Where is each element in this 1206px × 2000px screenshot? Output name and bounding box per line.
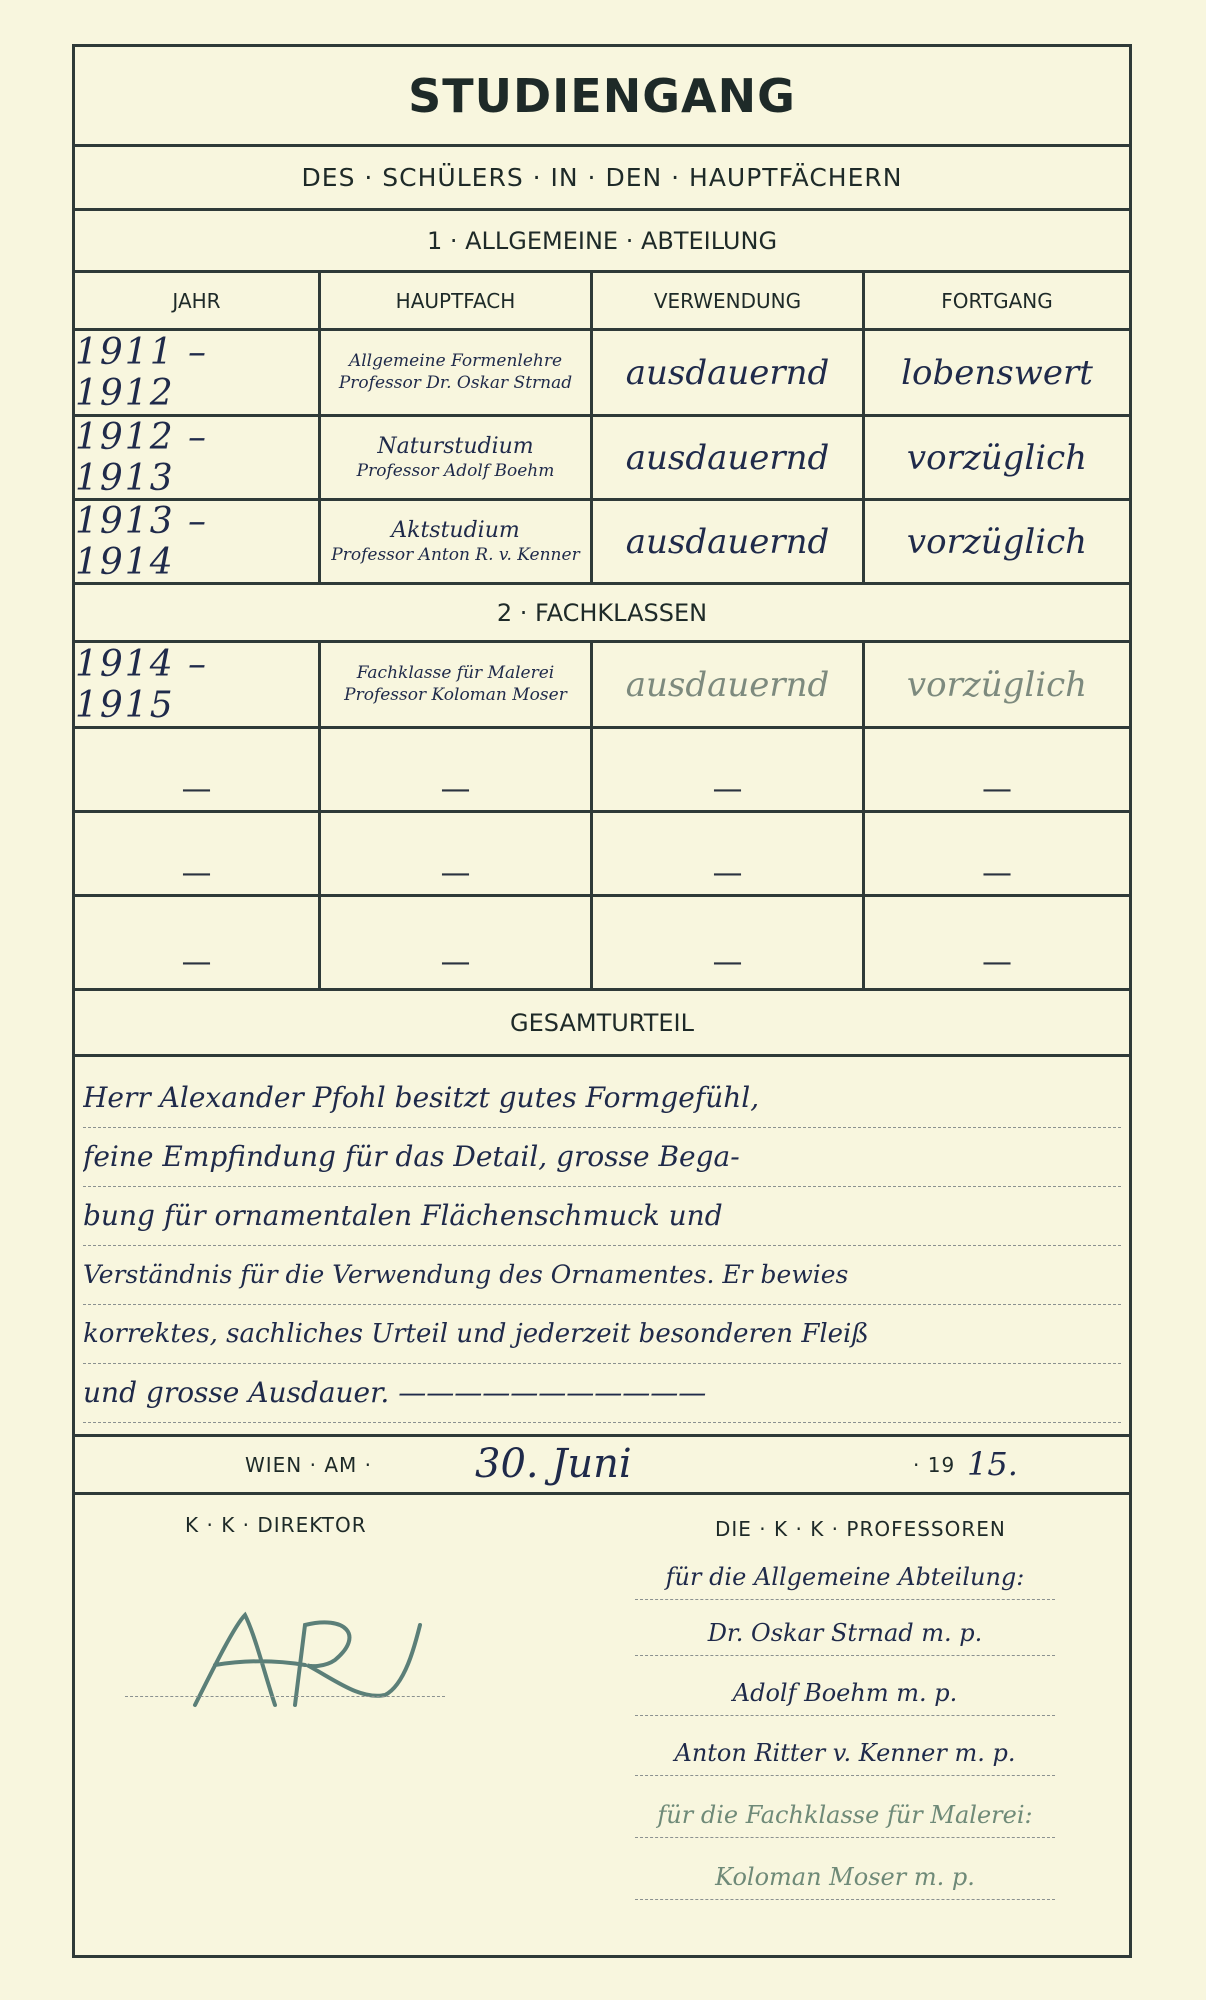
column-header-row: [75, 273, 1129, 331]
fortgang-cell: vorzüglich: [906, 437, 1088, 478]
verwendung-cell: ausdauernd: [593, 417, 865, 498]
empty-cell: —: [321, 813, 593, 894]
subject-name: Allgemeine Formenlehre: [348, 351, 563, 372]
director-signature: [185, 1605, 425, 1729]
empty-cell: —: [321, 897, 593, 988]
fortgang-cell: lobenswert: [901, 352, 1093, 393]
table-row: [75, 331, 1129, 417]
column-header-hauptfach: HAUPTFACH: [321, 273, 593, 328]
director-label: K · K · DIREKTOR: [185, 1513, 367, 1537]
section-gesamturteil: GESAMTURTEIL: [75, 991, 1129, 1057]
subject-name: Naturstudium: [377, 434, 534, 460]
subject-professor: Professor Adolf Boehm: [356, 460, 555, 481]
column-header-verwendung: VERWENDUNG: [593, 273, 865, 328]
fortgang-cell: vorzüglich: [906, 664, 1088, 705]
subject-name: Aktstudium: [391, 518, 520, 544]
table-row: [75, 643, 1129, 729]
professor-line: Adolf Boehm m. p.: [635, 1671, 1055, 1716]
date-day-month: 30. Juni: [475, 1441, 632, 1487]
verdict-line: Herr Alexander Pfohl besitzt gutes Formgefühl,: [83, 1069, 1121, 1128]
signature-area: [75, 1495, 1129, 1955]
verdict-line: bung für ornamentalen Flächenschmuck und: [83, 1187, 1121, 1246]
professor-line: Koloman Moser m. p.: [635, 1855, 1055, 1900]
subject-cell: [321, 501, 593, 582]
subject-cell: [321, 643, 593, 726]
subject-name: Fachklasse für Malerei: [356, 663, 555, 684]
subject-cell: [321, 331, 593, 414]
fortgang-cell: vorzüglich: [906, 521, 1088, 562]
empty-cell: —: [593, 813, 865, 894]
subject-professor: Professor Dr. Oskar Strnad: [338, 372, 573, 393]
date-year-suffix: 15.: [967, 1445, 1018, 1483]
section-allgemeine-abteilung: 1 · ALLGEMEINE · ABTEILUNG: [75, 211, 1129, 273]
empty-cell: —: [75, 729, 321, 810]
column-header-jahr: JAHR: [75, 273, 321, 328]
empty-cell: —: [321, 729, 593, 810]
empty-cell: —: [593, 729, 865, 810]
professor-line: Anton Ritter v. Kenner m. p.: [635, 1731, 1055, 1776]
section-fachklassen: 2 · FACHKLASSEN: [75, 585, 1129, 643]
verdict-text-block: [75, 1057, 1129, 1437]
year-cell: 1913 – 1914: [75, 501, 321, 582]
verdict-line: und grosse Ausdauer. ———————————: [83, 1364, 1121, 1423]
verdict-line: Verständnis für die Verwendung des Ornamentes. Er bewies: [83, 1246, 1121, 1305]
table-row-empty: [75, 729, 1129, 813]
verwendung-cell: ausdauernd: [593, 331, 865, 414]
empty-cell: —: [75, 813, 321, 894]
table-row: [75, 501, 1129, 585]
verwendung-cell: ausdauernd: [593, 501, 865, 582]
subject-cell: [321, 417, 593, 498]
professor-line: für die Allgemeine Abteilung:: [635, 1555, 1055, 1600]
professor-line: für die Fachklasse für Malerei:: [635, 1793, 1055, 1838]
studiengang-form: [72, 44, 1132, 1958]
form-subtitle: DES · SCHÜLERS · IN · DEN · HAUPTFÄCHERN: [75, 147, 1129, 211]
empty-cell: —: [593, 897, 865, 988]
table-row-empty: [75, 897, 1129, 991]
verdict-line: feine Empfindung für das Detail, grosse Bega-: [83, 1128, 1121, 1187]
verwendung-cell: ausdauernd: [593, 643, 865, 726]
empty-cell: —: [982, 856, 1012, 891]
year-cell: 1914 – 1915: [75, 643, 321, 726]
director-signature-line: [125, 1695, 445, 1697]
table-row: [75, 417, 1129, 501]
professors-label: DIE · K · K · PROFESSOREN: [715, 1517, 1006, 1541]
empty-cell: —: [75, 897, 321, 988]
professor-line: Dr. Oskar Strnad m. p.: [635, 1611, 1055, 1656]
year-cell: 1911 – 1912: [75, 331, 321, 414]
date-year-prefix: · 19: [913, 1453, 956, 1477]
table-row-empty: [75, 813, 1129, 897]
verdict-line: korrektes, sachliches Urteil und jederzeit besonderen Fleiß: [83, 1305, 1121, 1364]
column-header-fortgang: FORTGANG: [941, 288, 1053, 313]
empty-cell: —: [982, 772, 1012, 807]
empty-cell: —: [982, 945, 1012, 980]
director-monogram-icon: [185, 1605, 425, 1725]
subject-professor: Professor Anton R. v. Kenner: [331, 544, 580, 565]
date-label: WIEN · AM ·: [245, 1453, 372, 1477]
form-title: STUDIENGANG: [75, 47, 1129, 147]
year-cell: 1912 – 1913: [75, 417, 321, 498]
date-row: [75, 1437, 1129, 1495]
subject-professor: Professor Koloman Moser: [344, 684, 567, 705]
